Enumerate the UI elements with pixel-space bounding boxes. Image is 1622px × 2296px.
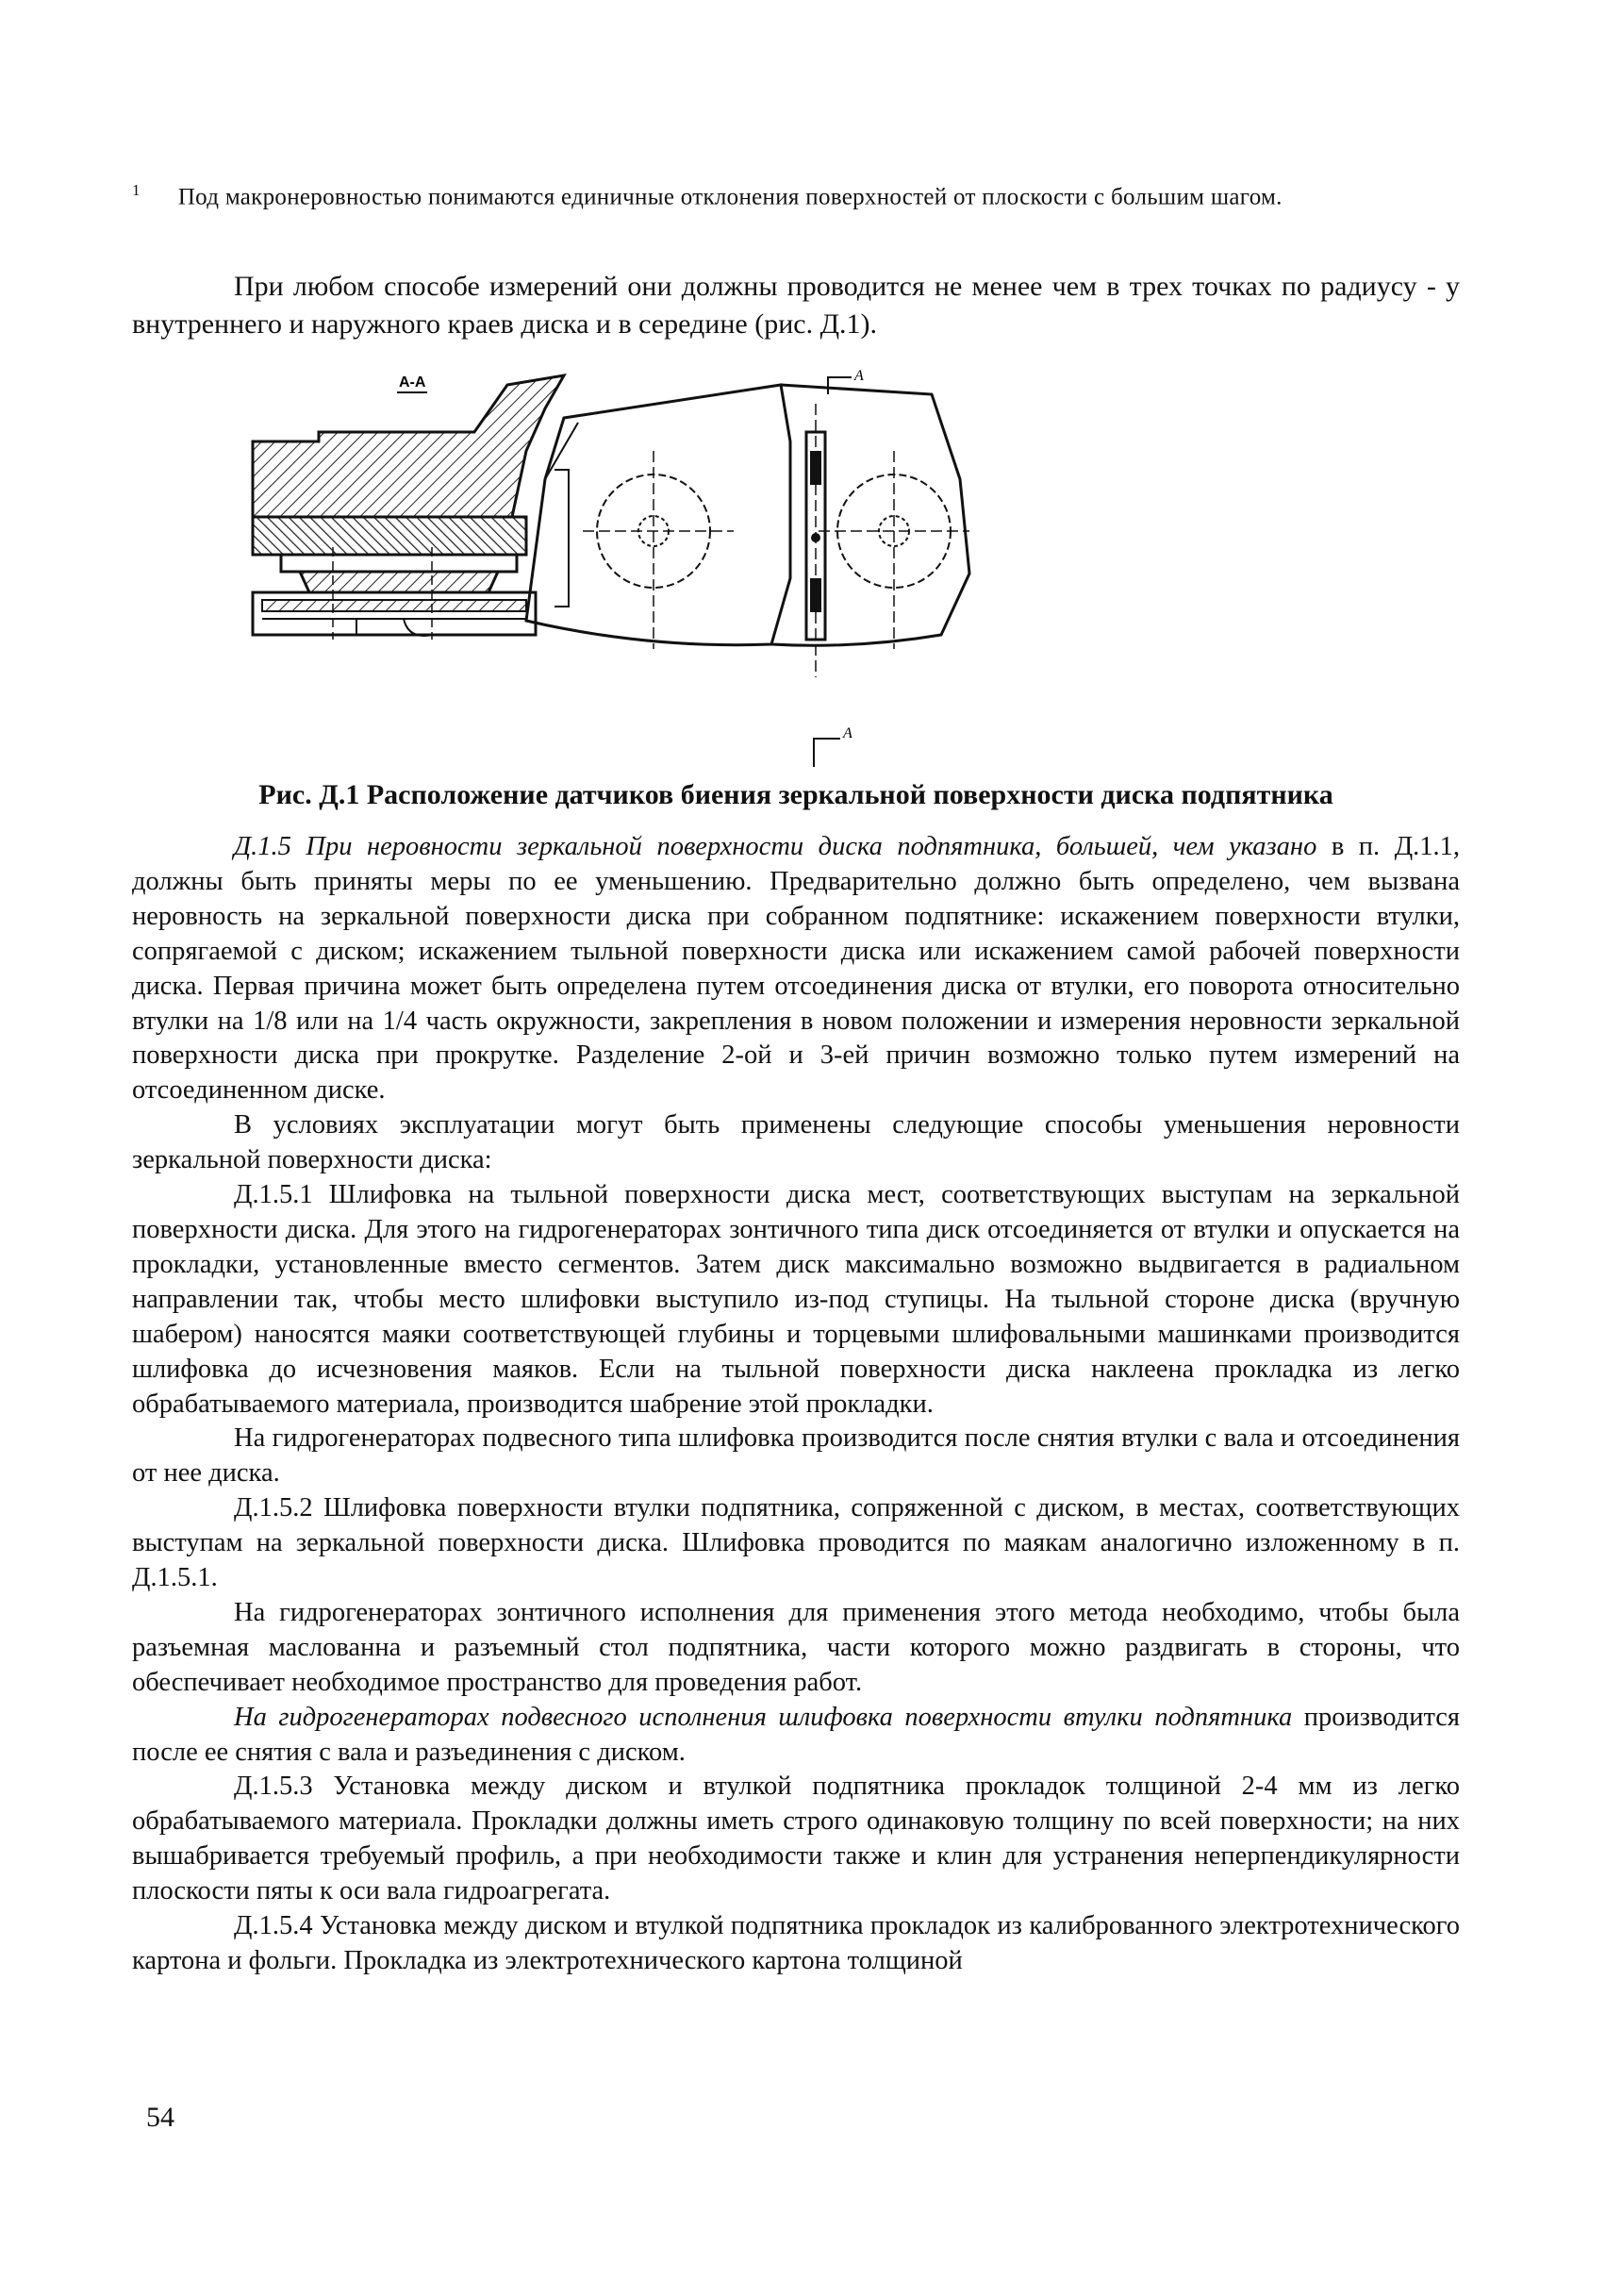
paragraph-7-italic: На гидрогенераторах подвесного исполнения шлифовка поверхности втулки подпятника (234, 1702, 1293, 1732)
hub-section (253, 375, 564, 517)
paragraph-6: На гидрогенераторах зонтичного исполнения для применения этого метода необходимо, чтобы была разъемная маслованна и разъемный стол подпятника, части которого можно раздвигать в стороны, что обеспечивает необходимое пространство для проведения работ. (132, 1597, 1460, 1697)
figure-caption: Рис. Д.1 Расположение датчиков биения зеркальной поверхности диска подпятника (258, 779, 1333, 810)
paragraph-4: На гидрогенераторах подвесного типа шлифовка производится после снятия втулки с вала и отсоединения от нее диска. (132, 1423, 1460, 1489)
paragraph-1-italic: Д.1.5 При неровности зеркальной поверхности диска подпятника, большей, чем указано (234, 832, 1317, 861)
paragraph-2: В условиях эксплуатации могут быть применены следующие способы уменьшения неровности зеркальной поверхности диска: (132, 1110, 1460, 1175)
paragraph-7 (132, 1701, 1460, 1771)
paragraph-3: Д.1.5.1 Шлифовка на тыльной поверхности диска мест, соответствующих выступам на зеркальной поверхности диска. Для этого на гидрогенераторах зонтичного типа диск отсоединяется от втулки и опускается на прокладки, установленные вместо сегментов. Затем диск максимально возможно выдвигается в радиальном направлении так, чтобы место шлифовки выступило из-под ступицы. На тыльной стороне диска (вручную шабером) наносятся маяки соответствующей глубины и торцевыми шлифовальными машинками производится шлифовка до исчезновения маяков. Если на тыльной поверхности диска наклеена прокладка из легко обрабатываемого материала, производится шабрение этой прокладки. (132, 1180, 1460, 1419)
body-text (132, 830, 1460, 1979)
sensor-layout-drawing (243, 366, 1054, 781)
page-number: 54 (146, 2102, 174, 2133)
paragraph-1-rest: в п. Д.1.1, должны быть приняты меры по ее уменьшению. Предварительно должно быть определено, чем вызвана неровность на зеркальной поверхности диска при собранном подпятнике: искажением поверхности втулки, сопрягаемой с диском; искажением тыльной поверхности диска или искажением самой рабочей поверхности диска. Первая причина может быть определена путем отсоединения диска от втулки, его поворота относительно втулки на 1/8 или на 1/4 часть окружности, закрепления в новом положении и измерения неровности зеркальной поверхности диска при прокрутке. Разделение 2-ой и 3-ей причин возможно только путем измерений на отсоединенном диске. (132, 832, 1461, 1106)
segment-section (300, 572, 498, 592)
disk-section (253, 517, 526, 555)
intro-text: При любом способе измерений они должны проводится не менее чем в трех точках по радиусу - у внутреннего и наружного краев диска и в середине (рис. Д.1). (132, 271, 1460, 340)
section-label: А-А (399, 374, 426, 391)
cut-label-bottom: А (843, 725, 852, 741)
paragraph-8: Д.1.5.3 Установка между диском и втулкой подпятника прокладок толщиной 2-4 мм из легко обрабатываемого материала. Прокладки должны иметь строго одинаковую толщину по всей поверхности; на них вышабривается требуемый профиль, а при необходимости также и клин для устранения неперпендикулярности плоскости пяты к оси вала гидроагрегата. (132, 1772, 1460, 1906)
footnote (132, 172, 1460, 215)
footnote-text: Под макронеровностью понимаются единичные отклонения поверхностей от плоскости с большим шагом. (177, 184, 1283, 210)
paragraph-9: Д.1.5.4 Установка между диском и втулкой подпятника прокладок из калиброванного электротехнического картона и фольги. Прокладка из электротехнического картона толщиной (132, 1911, 1460, 1975)
cut-label-top: А (854, 368, 864, 384)
intro-paragraph (132, 268, 1460, 343)
paragraph-7-rest: производится после ее снятия с вала и разъединения с диском. (132, 1702, 1461, 1767)
paragraph-5: Д.1.5.2 Шлифовка поверхности втулки подпятника, сопряженной с диском, в местах, соответствующих выступам на зеркальной поверхности диска. Шлифовка проводится по маякам аналогично изложенному в п. Д.1.5.1. (132, 1493, 1460, 1593)
footnote-marker: 1 (132, 181, 141, 199)
paragraph-1 (132, 830, 1460, 1108)
right-segment (771, 385, 969, 645)
